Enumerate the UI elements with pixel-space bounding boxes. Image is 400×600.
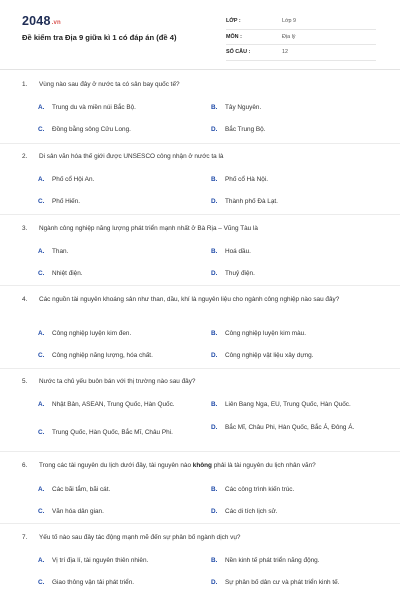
site-logo[interactable]: 2048.vn: [22, 14, 61, 28]
divider: [0, 451, 400, 452]
page-title: Đề kiểm tra Địa 9 giữa kì 1 có đáp án (đề 4): [22, 33, 177, 42]
divider: [0, 285, 400, 286]
quiz-page: 2048.vn Đề kiểm tra Địa 9 giữa kì 1 có đáp án (đề 4) LỚP : Lớp 9 MÔN : Địa lý SỐ CÂU : 12 1. Vùng nào sau đây ở nước ta có sân bay quốc tế? A. Trung du và miền núi Bắc Bộ. B. Tây Nguyên. C. Đồng bằng sông Cửu Long. D. Bắc Trung Bộ. 2. Di sản văn hóa thế giới được UNSESCO công nhận ở nước ta là A. Phố cổ Hội An. B. Phố cổ Hà Nội. C. Phố Hiến. D. Thành phố Đà Lạt. 3. Ngành công nghiệp năng lượng phát triển mạnh nhất ở Bà Rịa – Vũng Tàu là A. Than. B. Hoá dầu. C. Nhiệt điện. D. Thuỷ điện. 4. Các nguồn tài nguyên khoáng sản như than, dầu, khí là nguyên liệu cho ngành công nghiệp nào sau đây? A. Công nghiệp luyện kim đen. B. Công nghiệp luyện kim màu. C. Công nghiệp năng lượng, hóa chất. D. Công nghiệp vật liệu xây dựng. 5. Nước ta chủ yếu buôn bán với thị trường nào sau đây? A. Nhật Bản, ASEAN, Trung Quốc, Hàn Quốc. B. Liên Bang Nga, EU, Trung Quốc, Hàn Quốc. C. Trung Quốc, Hàn Quốc, Bắc Mĩ, Châu Phi. D. Bắc Mĩ, Châu Phi, Hàn Quốc, Bắc Á, Đông Á. 6. Trong các tài nguyên du lịch dưới đây, tài nguyên nào không phải là tài nguyên du lịch nhân văn? A. Các bãi tắm, bãi cát. B. Các công trình kiến trúc. C. Văn hóa dân gian. D. Các di tích lịch sử. 7. Yếu tố nào sau đây tác động mạnh mẽ đến sự phân bố ngành dịch vụ? A. Vị trí địa lí, tài nguyên thiên nhiên. B. Nền kinh tế phát triển năng động. C. Giao thông vận tải phát triển. D. Sự phân bố dân cư và phát triển kinh tế.: [0, 0, 400, 600]
question-text: 5. Nước ta chủ yếu buôn bán với thị trường nào sau đây?: [22, 378, 196, 385]
meta-value: 12: [282, 49, 288, 55]
meta-row-class: [226, 14, 376, 30]
divider: [0, 523, 400, 524]
meta-key: MÔN :: [226, 33, 242, 40]
meta-table: [226, 14, 376, 61]
meta-value: Lớp 9: [282, 18, 297, 24]
question-text: 1. Vùng nào sau đây ở nước ta có sân bay quốc tế?: [22, 81, 180, 88]
question-text: 2. Di sản văn hóa thế giới được UNSESCO công nhận ở nước ta là: [22, 153, 224, 160]
question-text: 6. Trong các tài nguyên du lịch dưới đây, tài nguyên nào không phải là tài nguyên du lịch nhân văn?: [22, 462, 316, 469]
question-text: 3. Ngành công nghiệp năng lượng phát triển mạnh nhất ở Bà Rịa – Vũng Tàu là: [22, 225, 258, 232]
question-text: 4. Các nguồn tài nguyên khoáng sản như than, dầu, khí là nguyên liệu cho ngành công nghiệp nào sau đây?: [22, 296, 340, 303]
meta-row-subject: [226, 30, 376, 46]
meta-key: LỚP :: [226, 18, 241, 24]
question-text: 7. Yếu tố nào sau đây tác động mạnh mẽ đến sự phân bố ngành dịch vụ?: [22, 534, 241, 541]
divider: [0, 214, 400, 215]
divider: [0, 143, 400, 144]
meta-value: Địa lý: [282, 33, 296, 40]
meta-key: SỐ CÂU :: [226, 49, 251, 55]
header-divider: [0, 69, 400, 70]
header: [0, 0, 400, 64]
divider: [0, 368, 400, 369]
meta-row-count: [226, 45, 376, 61]
